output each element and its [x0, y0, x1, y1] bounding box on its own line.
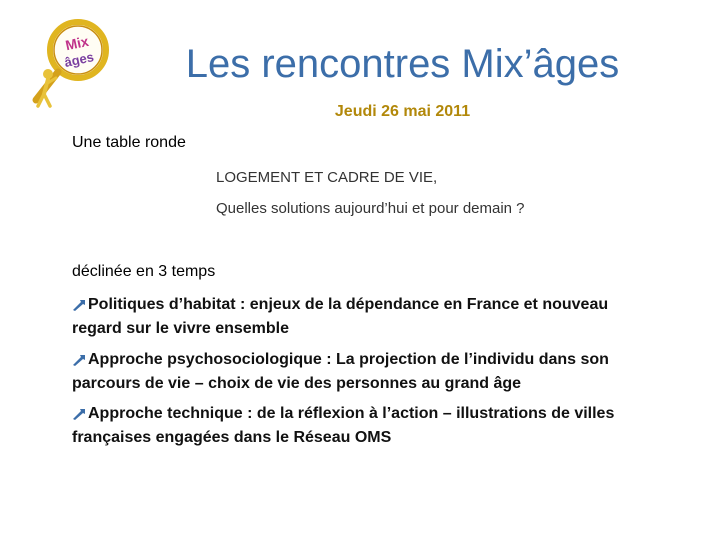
bullet-text: Approche psychosociologique : La projection de l’individu dans son parcours de vie – choix de vie des personnes au grand âge [72, 351, 609, 392]
arrow-bullet-icon [72, 299, 86, 311]
svg-text:âges: âges [63, 49, 96, 71]
theme-question: Quelles solutions aujourd’hui et pour demain ? [216, 200, 525, 217]
bullet-text: Politiques d’habitat : enjeux de la dépendance en France et nouveau regard sur le vivre ensemble [72, 296, 609, 337]
theme-heading: LOGEMENT ET CADRE DE VIE, [216, 169, 438, 186]
arrow-bullet-icon [72, 408, 86, 420]
slide-title: Les rencontres Mix’âges [185, 42, 620, 86]
declined-text: déclinée en 3 temps [72, 263, 216, 280]
bullet-text: Approche technique : de la réflexion à l’action – illustrations de villes françaises engagées dans le Réseau OMS [72, 405, 615, 446]
svg-text:Mix: Mix [63, 32, 91, 54]
event-date: Jeudi 26 mai 2011 [334, 103, 471, 120]
bullet-item [72, 293, 662, 341]
intro-text: Une table ronde [72, 134, 186, 151]
arrow-bullet-icon [72, 354, 86, 366]
bullet-item [72, 348, 662, 396]
bullet-item [72, 402, 662, 450]
